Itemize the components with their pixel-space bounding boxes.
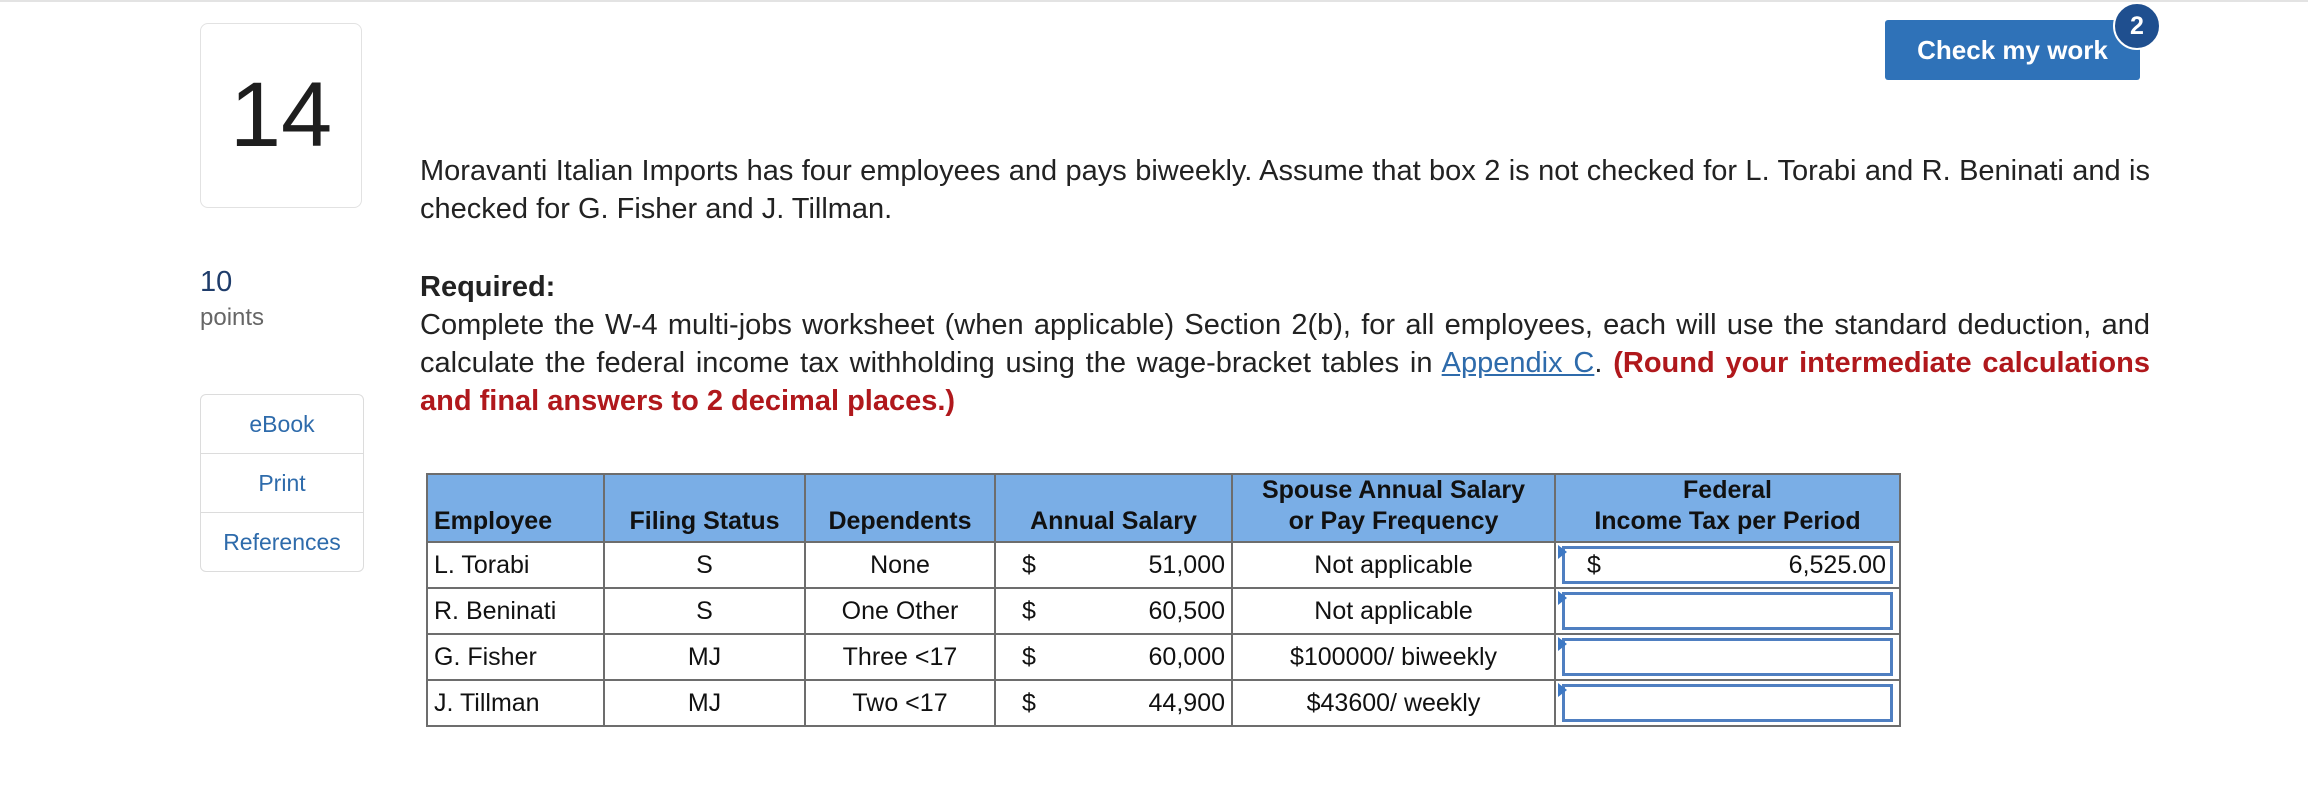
top-divider — [0, 0, 2308, 2]
filing-status-cell: S — [604, 588, 805, 634]
spouse-cell: $43600/ weekly — [1232, 680, 1555, 726]
currency-symbol: $ — [1022, 596, 1036, 625]
input-marker-icon — [1558, 591, 1567, 605]
currency-symbol: $ — [1022, 642, 1036, 671]
federal-tax-cell — [1555, 634, 1900, 680]
dependents-cell: One Other — [805, 588, 995, 634]
header-federal-tax — [1555, 474, 1900, 542]
federal-tax-input-tillman[interactable] — [1562, 684, 1893, 722]
check-my-work-button[interactable]: Check my work — [1885, 20, 2140, 80]
header-spouse-line1: Spouse Annual Salary — [1261, 476, 1526, 504]
question-number: 14 — [200, 23, 362, 208]
salary-value: 51,000 — [1148, 550, 1225, 579]
employee-cell: J. Tillman — [427, 680, 604, 726]
header-filing-status: Filing Status — [604, 474, 805, 542]
federal-tax-input-fisher[interactable] — [1562, 638, 1893, 676]
withholding-table — [426, 473, 1901, 727]
input-marker-icon — [1558, 545, 1567, 559]
federal-tax-cell — [1555, 588, 1900, 634]
filing-status-cell: MJ — [604, 634, 805, 680]
employee-cell: G. Fisher — [427, 634, 604, 680]
instruction-text — [420, 306, 2150, 420]
salary-value: 60,500 — [1148, 596, 1225, 625]
employee-cell: R. Beninati — [427, 588, 604, 634]
table-row — [427, 634, 1900, 680]
federal-tax-cell — [1555, 542, 1900, 588]
employee-cell: L. Torabi — [427, 542, 604, 588]
required-label: Required: — [420, 271, 556, 303]
fed-value: 6,525.00 — [1788, 550, 1886, 579]
tools-panel — [200, 394, 364, 572]
currency-symbol: $ — [1022, 688, 1036, 717]
dependents-cell: Two <17 — [805, 680, 995, 726]
table-header-row — [427, 474, 1900, 542]
header-spouse-line2: or Pay Frequency — [1288, 507, 1499, 535]
instruction-before-link: Complete the W-4 multi-jobs worksheet (when applicable) Section 2(b), for all employees, each will use the standard deduction, and calculate the federal income tax withholding using the wage-bracket tables in — [420, 309, 2150, 379]
spouse-cell: Not applicable — [1232, 542, 1555, 588]
dependents-cell: Three <17 — [805, 634, 995, 680]
references-link[interactable]: References — [223, 529, 341, 555]
header-spouse-salary — [1232, 474, 1555, 542]
filing-status-cell: MJ — [604, 680, 805, 726]
ebook-link[interactable]: eBook — [201, 395, 363, 454]
annual-salary-cell — [995, 634, 1232, 680]
table-row — [427, 680, 1900, 726]
annual-salary-cell — [995, 542, 1232, 588]
input-marker-icon — [1558, 683, 1567, 697]
federal-tax-input-torabi[interactable] — [1562, 546, 1893, 584]
header-federal-line1: Federal — [1683, 476, 1772, 504]
header-annual-salary: Annual Salary — [995, 474, 1232, 542]
table-row — [427, 588, 1900, 634]
federal-tax-input-beninati[interactable] — [1562, 592, 1893, 630]
problem-content — [420, 152, 2150, 420]
header-dependents: Dependents — [805, 474, 995, 542]
salary-value: 60,000 — [1148, 642, 1225, 671]
annual-salary-cell — [995, 588, 1232, 634]
spouse-cell: Not applicable — [1232, 588, 1555, 634]
spouse-cell: $100000/ biweekly — [1232, 634, 1555, 680]
rounding-note: (Round your intermediate calculations and final answers to 2 decimal places.) — [420, 347, 2150, 417]
input-marker-icon — [1558, 637, 1567, 651]
annual-salary-cell — [995, 680, 1232, 726]
points-value: 10 — [200, 266, 233, 298]
salary-value: 44,900 — [1148, 688, 1225, 717]
table-row — [427, 542, 1900, 588]
points-label: points — [200, 304, 265, 331]
attempts-badge: 2 — [2113, 2, 2161, 50]
header-employee: Employee — [427, 474, 604, 542]
dependents-cell: None — [805, 542, 995, 588]
instruction-after-link: . — [1594, 347, 1614, 379]
federal-tax-cell — [1555, 680, 1900, 726]
filing-status-cell: S — [604, 542, 805, 588]
fed-currency: $ — [1587, 550, 1601, 579]
print-link[interactable]: Print — [201, 454, 363, 513]
currency-symbol: $ — [1022, 550, 1036, 579]
appendix-c-link[interactable]: Appendix C — [1441, 347, 1595, 379]
header-federal-line2: Income Tax per Period — [1594, 507, 1861, 535]
problem-paragraph: Moravanti Italian Imports has four employees and pays biweekly. Assume that box 2 is not checked for L. Torabi and R. Beninati and is checked for G. Fisher and J. Tillman. — [420, 155, 2150, 225]
